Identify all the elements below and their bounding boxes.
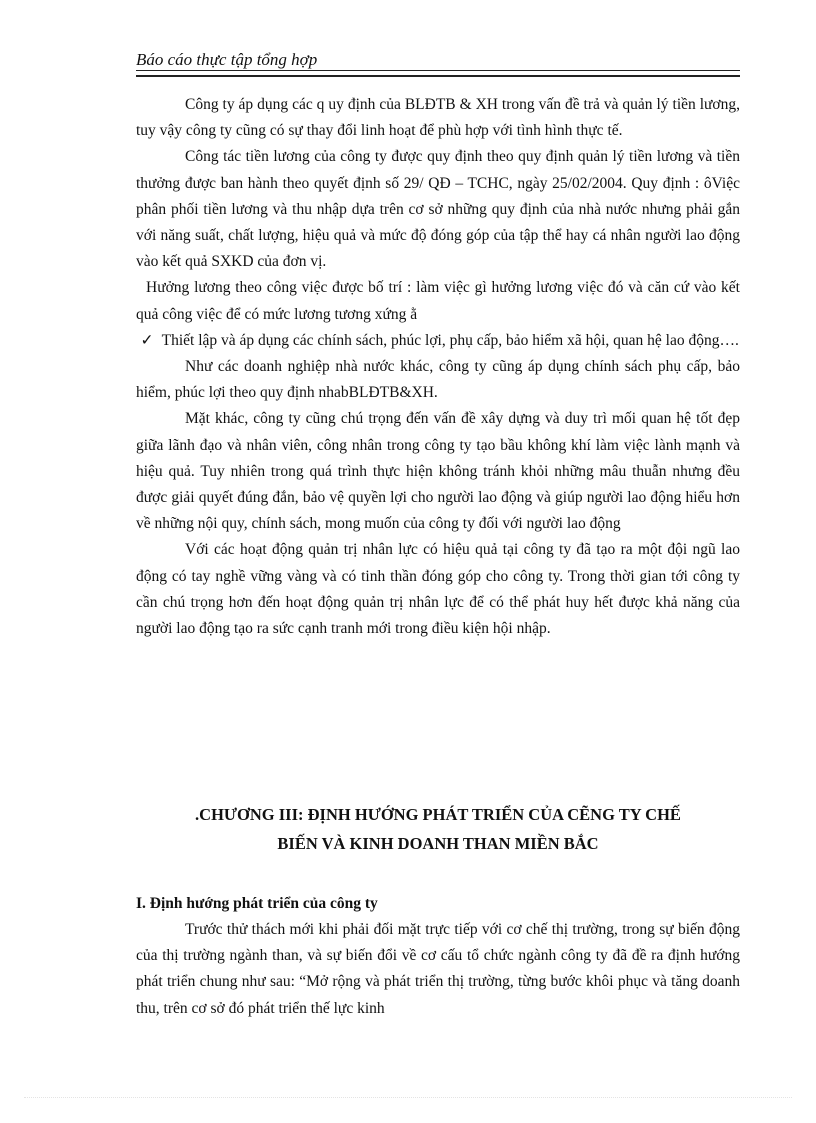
- body-content: [136, 92, 740, 642]
- checkmark-icon: ✓: [140, 331, 154, 349]
- paragraph-3: Hưởng lương theo công việc được bố trí : làm việc gì hưởng lương việc đó và căn cứ vào kết quả công việc để có mức lương tương xứng ằ: [136, 279, 740, 323]
- paragraph-2: Công tác tiền lương của công ty được quy định theo quy định quản lý tiền lương và tiền thưởng được ban hành theo quyết định số 29/ QĐ – TCHC, ngày 25/02/2004. Quy định : ôViệc phân phối tiền lương và thu nhập dựa trên cơ sở những quy định của nhà nước nhưng phải gắn với năng suất, chất lượng, hiệu quả và mức độ đóng góp của tập thể hay cá nhân người lao động vào kết quả SXKD của đơn vị.: [136, 148, 740, 271]
- paragraph-5: Như các doanh nghiệp nhà nước khác, công ty cũng áp dụng chính sách phụ cấp, bảo hiểm, phúc lợi theo quy định nhabBLĐTB&XH.: [136, 358, 740, 402]
- paragraph-6: Mặt khác, công ty cũng chú trọng đến vấn đề xây dựng và duy trì mối quan hệ tốt đẹp giữa lãnh đạo và nhân viên, công nhân trong công ty tạo bầu không khí làm việc lành mạnh và hiệu quả. Tuy nhiên trong quá trình thực hiện không tránh khỏi những mâu thuẫn nhưng đều được giải quyết đúng đắn, bảo vệ quyền lợi cho người lao động và giúp người lao động hiểu hơn về những nội quy, chính sách, mong muốn của công ty đối với người lao động: [136, 410, 740, 533]
- page-header-title: Báo cáo thực tập tổng hợp: [136, 50, 318, 69]
- checklist-item-text: Thiết lập và áp dụng các chính sách, phúc lợi, phụ cấp, bảo hiểm xã hội, quan hệ lao động….: [161, 331, 739, 349]
- page-bottom-border: [24, 1097, 792, 1098]
- paragraph-1: Công ty áp dụng các q uy định của BLĐTB & XH trong vấn đề trả và quản lý tiền lương, tuy vậy công ty cũng có sự thay đổi linh hoạt để phù hợp với tình hình thực tế.: [136, 96, 740, 140]
- section-paragraph: Trước thử thách mới khi phải đối mặt trực tiếp với cơ chế thị trường, trong sự biến động của thị trường ngành than, và sự biến đổi về cơ cấu tổ chức ngành công ty đã đề ra định hướng phát triển chung như sau: “Mở rộng và phát triển thị trường, từng bước khôi phục và tăng doanh thu, trên cơ sở đó phát triển thế lực kinh: [136, 921, 740, 1017]
- chapter-title-line-1: .CHƯƠNG III: ĐỊNH HƯỚNG PHÁT TRIỂN CỦA CẼNG TY CHẾ: [195, 805, 681, 824]
- chapter-title: [136, 800, 740, 858]
- header-divider: [136, 70, 740, 77]
- checklist-item: [136, 328, 740, 354]
- paragraph-7: Với các hoạt động quản trị nhân lực có hiệu quả tại công ty đã tạo ra một đội ngũ lao động có tay nghề vững vàng và có tinh thần đóng góp cho công ty. Trong thời gian tới công ty cần chú trọng hơn đến hoạt động quản trị nhân lực để có thể phát huy hết được khả năng của người lao động tạo ra sức cạnh tranh mới trong điều kiện hội nhập.: [136, 541, 740, 638]
- section-1: [136, 891, 740, 1022]
- chapter-title-line-2: BIẾN VÀ KINH DOANH THAN MIỀN BẮC: [277, 834, 599, 853]
- section-heading: I. Định hướng phát triển của công ty: [136, 895, 378, 912]
